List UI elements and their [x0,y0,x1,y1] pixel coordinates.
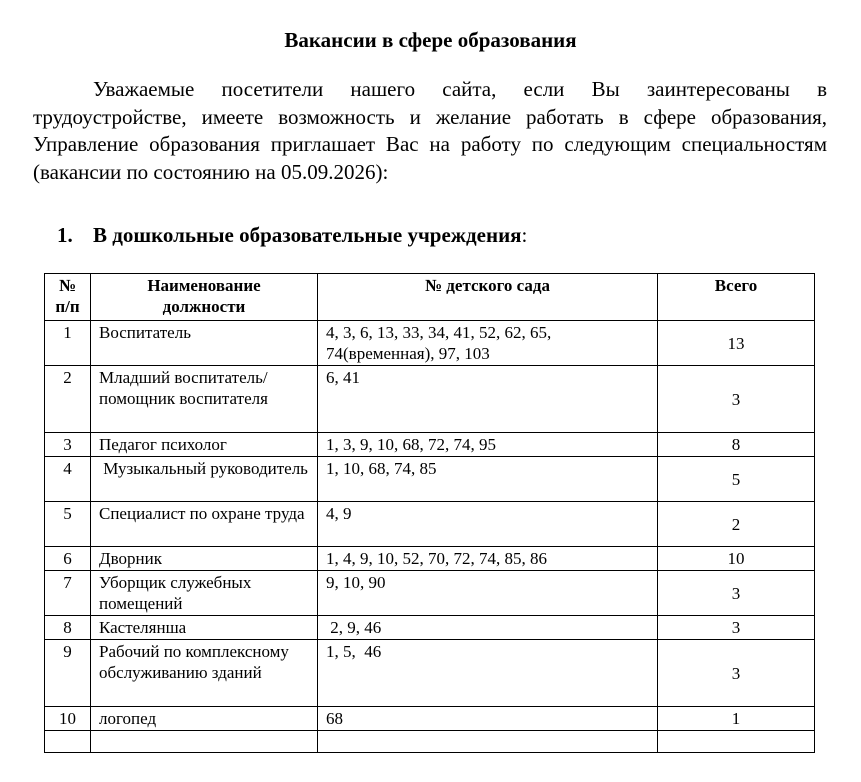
row-num: 1 [45,321,91,366]
document-title: Вакансии в сфере образования [284,28,577,52]
row-position: Специалист по охране труда [91,502,318,547]
row-num: 7 [45,571,91,616]
section-heading [57,222,527,248]
row-position: Кастелянша [91,616,318,640]
section-number: 1. [57,223,73,247]
header-num-line2: п/п [55,297,80,316]
row-kindergartens: 4, 9 [318,502,658,547]
table-row [45,707,815,731]
row-kindergartens: 9, 10, 90 [318,571,658,616]
row-num: 10 [45,707,91,731]
row-total: 3 [658,616,815,640]
table-row [45,321,815,366]
row-kindergartens: 1, 3, 9, 10, 68, 72, 74, 95 [318,433,658,457]
table-row [45,457,815,502]
table-row [45,502,815,547]
header-num [45,274,91,321]
row-total: 3 [658,640,815,707]
intro-paragraph: Уважаемые посетители нашего сайта, если Вы заинтересованы в трудоустройстве, имеете возможность и желание работать в сфере образования, Управление образования приглашает Вас на работу по следующим специальностям (вакансии по состоянию на 05.09.2026): [33,77,827,184]
row-kindergartens: 2, 9, 46 [318,616,658,640]
row-kindergartens: 1, 5, 46 [318,640,658,707]
table-row [45,366,815,433]
row-kindergartens [318,731,658,753]
section-title: В дошкольные образовательные учреждения [93,223,522,247]
row-total: 13 [658,321,815,366]
table-row [45,616,815,640]
header-position-line1: Наименование [147,276,261,295]
header-position-line2: должности [162,297,246,316]
row-total: 8 [658,433,815,457]
row-num: 2 [45,366,91,433]
row-position: Музыкальный руководитель [91,457,318,502]
table-row [45,547,815,571]
header-num-line1: № [58,276,77,295]
row-position: Дворник [91,547,318,571]
row-position: Младший воспитатель/помощник воспитателя [91,366,318,433]
row-kindergartens: 1, 10, 68, 74, 85 [318,457,658,502]
row-position: логопед [91,707,318,731]
row-total [658,731,815,753]
row-kindergartens: 1, 4, 9, 10, 52, 70, 72, 74, 85, 86 [318,547,658,571]
row-num: 6 [45,547,91,571]
row-num: 3 [45,433,91,457]
row-total: 3 [658,366,815,433]
row-total: 2 [658,502,815,547]
row-total: 1 [658,707,815,731]
row-position: Педагог психолог [91,433,318,457]
row-position: Уборщик служебных помещений [91,571,318,616]
row-kindergartens: 4, 3, 6, 13, 33, 34, 41, 52, 62, 65, 74(временная), 97, 103 [318,321,658,366]
header-kindergarten: № детского сада [318,274,658,321]
row-num: 4 [45,457,91,502]
header-position [91,274,318,321]
row-position: Рабочий по комплексному обслуживанию зданий [91,640,318,707]
table-row [45,731,815,753]
row-kindergartens: 68 [318,707,658,731]
row-num: 8 [45,616,91,640]
table-header-row [45,274,815,321]
table-row [45,433,815,457]
header-total: Всего [658,274,815,321]
table-row [45,640,815,707]
row-num: 5 [45,502,91,547]
row-kindergartens: 6, 41 [318,366,658,433]
section-suffix: : [521,223,528,247]
row-num: 9 [45,640,91,707]
row-position: Воспитатель [91,321,318,366]
row-total: 3 [658,571,815,616]
row-total: 5 [658,457,815,502]
vacancies-table [44,273,815,753]
table-row [45,571,815,616]
row-num [45,731,91,753]
row-position [91,731,318,753]
row-total: 10 [658,547,815,571]
